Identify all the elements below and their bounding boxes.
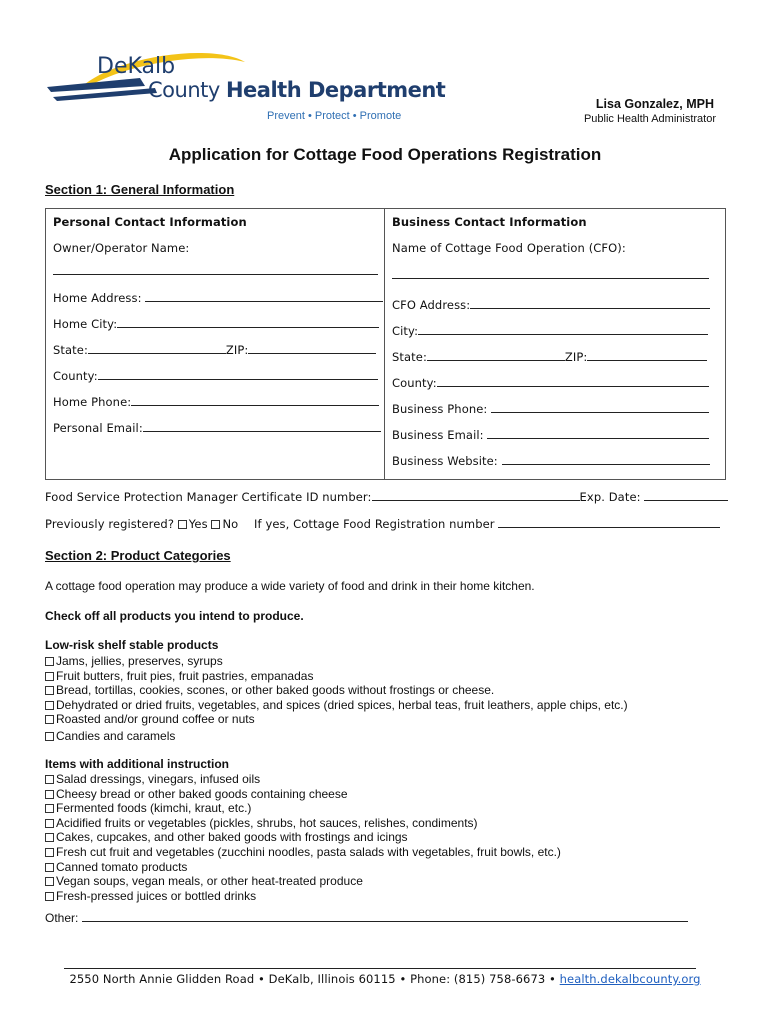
- checkbox[interactable]: [45, 848, 54, 857]
- cfo-city-label: City:: [392, 324, 419, 338]
- other-field[interactable]: [82, 910, 688, 922]
- home-city-label: Home City:: [53, 317, 118, 331]
- owner-field[interactable]: [53, 264, 378, 275]
- business-website-field[interactable]: [502, 453, 710, 465]
- cfo-name-field[interactable]: [392, 268, 709, 279]
- logo-health-department: Health Department: [225, 78, 446, 102]
- business-phone-field[interactable]: [491, 401, 709, 413]
- list-item: Fresh cut fruit and vegetables (zucchini noodles, pasta salads with vegetables, fruit bowls, etc.): [45, 845, 745, 860]
- list-item: Fruit butters, fruit pies, fruit pastries, empanadas: [45, 669, 745, 684]
- footer: [0, 972, 770, 986]
- reg-number-field[interactable]: [498, 516, 720, 528]
- list-item: Canned tomato products: [45, 860, 745, 875]
- section2-intro: A cottage food operation may produce a wide variety of food and drink in their home kitchen.: [45, 579, 535, 593]
- additional-heading: Items with additional instruction: [45, 757, 230, 771]
- section1-heading: Section 1: General Information: [45, 182, 235, 197]
- checkbox[interactable]: [45, 672, 54, 681]
- home-county-label: County:: [53, 369, 98, 383]
- list-item: Fresh-pressed juices or bottled drinks: [45, 889, 745, 904]
- owner-label: Owner/Operator Name:: [53, 241, 190, 255]
- admin-title: Public Health Administrator: [583, 113, 716, 125]
- checkbox[interactable]: [45, 732, 54, 741]
- no-checkbox[interactable]: [211, 520, 220, 529]
- checkbox[interactable]: [45, 775, 54, 784]
- yes-label: Yes: [188, 517, 208, 531]
- logo-line1: DeKalb: [97, 54, 176, 79]
- personal-email-field[interactable]: [143, 420, 381, 432]
- home-city-field[interactable]: [117, 316, 379, 328]
- list-item: Vegan soups, vegan meals, or other heat-treated produce: [45, 874, 745, 889]
- business-email-row: [392, 427, 709, 442]
- table-divider: [384, 209, 385, 479]
- home-county-field[interactable]: [98, 368, 378, 380]
- business-website-label: Business Website:: [392, 454, 498, 468]
- other-row: [45, 910, 688, 925]
- list-item: Bread, tortillas, cookies, scones, or other baked goods without frostings or cheese.: [45, 683, 745, 698]
- cfo-county-row: [392, 375, 709, 390]
- reg-number-label: If yes, Cottage Food Registration number: [254, 517, 495, 531]
- low-risk-list: [45, 654, 745, 744]
- exp-label: Exp. Date:: [579, 490, 641, 504]
- list-item: Dehydrated or dried fruits, vegetables, and spices (dried spices, herbal teas, fruit leathers, apple chips, etc.): [45, 698, 745, 713]
- business-website-row: [392, 453, 710, 468]
- home-phone-field[interactable]: [131, 394, 379, 406]
- home-state-row: [53, 342, 376, 357]
- home-phone-row: [53, 394, 379, 409]
- cfo-county-label: County:: [392, 376, 437, 390]
- home-county-row: [53, 368, 378, 383]
- low-risk-heading: Low-risk shelf stable products: [45, 638, 219, 652]
- home-address-row: [53, 290, 383, 305]
- no-label: No: [222, 517, 239, 531]
- list-item: Fermented foods (kimchi, kraut, etc.): [45, 801, 745, 816]
- list-item: Acidified fruits or vegetables (pickles, shrubs, hot sauces, relishes, condiments): [45, 816, 745, 831]
- list-item: Cakes, cupcakes, and other baked goods with frostings and icings: [45, 830, 745, 845]
- prev-label: Previously registered?: [45, 517, 175, 531]
- checkbox[interactable]: [45, 657, 54, 666]
- business-heading: Business Contact Information: [392, 215, 587, 229]
- cfo-zip-field[interactable]: [587, 349, 707, 361]
- cfo-address-label: CFO Address:: [392, 298, 471, 312]
- cert-row: [45, 489, 728, 504]
- home-state-field[interactable]: [88, 342, 226, 354]
- prev-row: [45, 516, 720, 531]
- cfo-city-row: [392, 323, 708, 338]
- logo-tagline: Prevent • Protect • Promote: [267, 110, 402, 122]
- home-address-label: Home Address:: [53, 291, 142, 305]
- checkbox[interactable]: [45, 863, 54, 872]
- business-email-label: Business Email:: [392, 428, 484, 442]
- cfo-county-field[interactable]: [437, 375, 709, 387]
- cfo-name-label: Name of Cottage Food Operation (CFO):: [392, 241, 626, 255]
- home-state-label: State:: [53, 343, 88, 357]
- additional-list: [45, 772, 745, 903]
- yes-checkbox[interactable]: [178, 520, 187, 529]
- logo-county: County: [148, 78, 226, 102]
- page-title: Application for Cottage Food Operations Registration: [168, 145, 602, 164]
- business-email-field[interactable]: [487, 427, 709, 439]
- cfo-zip-label: ZIP:: [564, 350, 588, 364]
- checkbox[interactable]: [45, 877, 54, 886]
- checkbox[interactable]: [45, 892, 54, 901]
- admin-name: Lisa Gonzalez, MPH: [595, 97, 714, 111]
- list-item: Roasted and/or ground coffee or nuts: [45, 712, 745, 727]
- checkbox[interactable]: [45, 715, 54, 724]
- other-label: Other:: [45, 911, 79, 925]
- home-address-field[interactable]: [145, 290, 383, 302]
- exp-field[interactable]: [644, 489, 728, 501]
- footer-rule: [64, 968, 696, 969]
- logo-line2: [148, 78, 445, 102]
- cert-field[interactable]: [372, 489, 580, 501]
- list-item: Cheesy bread or other baked goods containing cheese: [45, 787, 745, 802]
- business-phone-label: Business Phone:: [392, 402, 488, 416]
- personal-heading: Personal Contact Information: [53, 215, 247, 229]
- cfo-address-field[interactable]: [470, 297, 710, 309]
- checkbox[interactable]: [45, 686, 54, 695]
- list-item: Jams, jellies, preserves, syrups: [45, 654, 745, 669]
- business-phone-row: [392, 401, 709, 416]
- personal-email-row: [53, 420, 381, 435]
- cfo-address-row: [392, 297, 710, 312]
- cfo-state-row: [392, 349, 707, 364]
- footer-link[interactable]: health.dekalbcounty.org: [559, 972, 701, 986]
- section2-check: Check off all products you intend to produce.: [45, 609, 304, 623]
- cfo-state-field[interactable]: [427, 349, 565, 361]
- list-item: Salad dressings, vinegars, infused oils: [45, 772, 745, 787]
- list-item: Candies and caramels: [45, 729, 745, 744]
- checkbox[interactable]: [45, 701, 54, 710]
- cfo-state-label: State:: [392, 350, 427, 364]
- checkbox[interactable]: [45, 804, 54, 813]
- personal-email-label: Personal Email:: [53, 421, 143, 435]
- home-city-row: [53, 316, 379, 331]
- home-phone-label: Home Phone:: [53, 395, 132, 409]
- checkbox[interactable]: [45, 819, 54, 828]
- checkbox[interactable]: [45, 833, 54, 842]
- home-zip-field[interactable]: [248, 342, 376, 354]
- cfo-city-field[interactable]: [418, 323, 708, 335]
- section2-heading: Section 2: Product Categories: [45, 548, 231, 563]
- logo: [45, 42, 446, 127]
- cert-label: Food Service Protection Manager Certificate ID number:: [45, 490, 372, 504]
- home-zip-label: ZIP:: [225, 343, 249, 357]
- footer-address: 2550 North Annie Glidden Road • DeKalb, Illinois 60115 • Phone: (815) 758-6673 •: [69, 972, 560, 986]
- checkbox[interactable]: [45, 790, 54, 799]
